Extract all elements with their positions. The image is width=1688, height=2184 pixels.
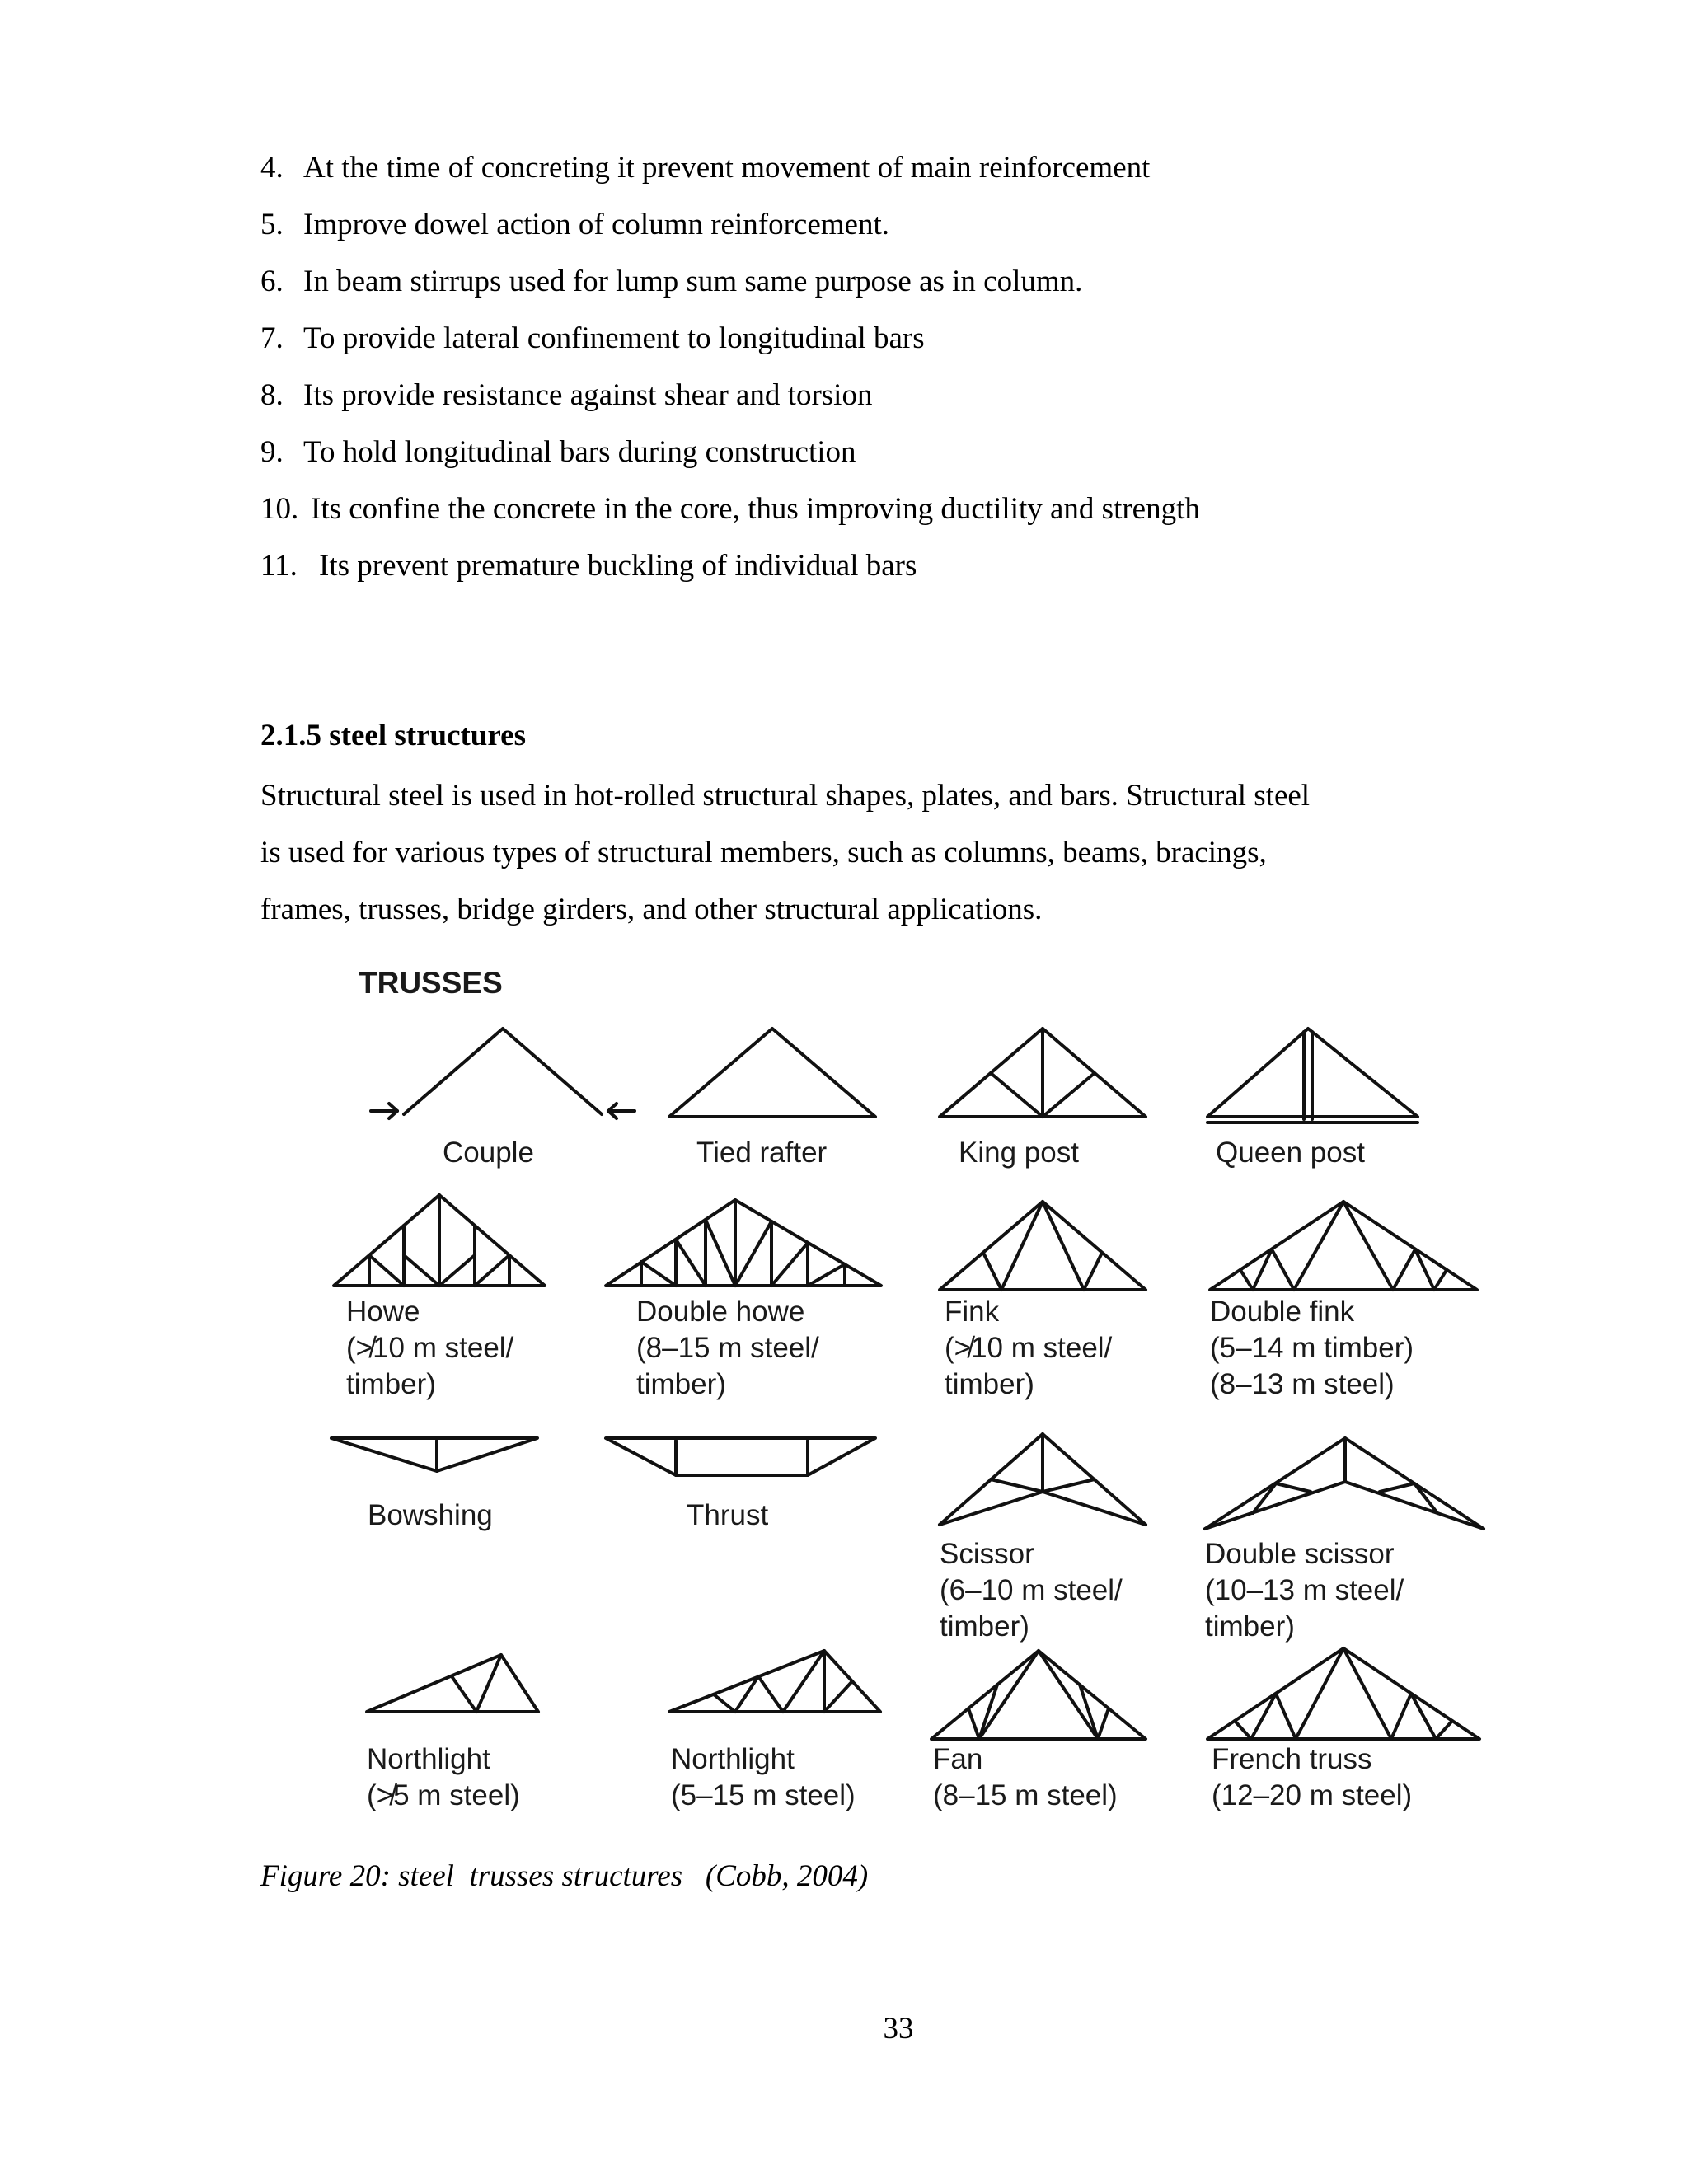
scissor-truss-icon (940, 1434, 1146, 1525)
queen-post-truss-icon (1207, 1029, 1418, 1122)
list-text: Improve dowel action of column reinforcement. (303, 208, 889, 241)
tied-rafter-truss-icon (669, 1029, 875, 1117)
list-number: 7. (260, 321, 284, 355)
list-item (260, 264, 1082, 300)
double-howe-truss-icon (606, 1200, 881, 1286)
list-item (260, 491, 1200, 527)
page-number: 33 (883, 2012, 914, 2046)
fink-label: Fink (945, 1296, 1000, 1328)
list-number: 11. (260, 549, 298, 583)
howe-label: Howe (346, 1296, 420, 1328)
northlight-small-span: (≯5 m steel) (367, 1779, 520, 1811)
northlight-large-span: (5–15 m steel) (671, 1779, 856, 1811)
double-howe-material: timber) (636, 1368, 726, 1400)
double-scissor-truss-icon (1205, 1438, 1484, 1529)
northlight-large-truss-icon (669, 1651, 880, 1712)
list-number: 5. (260, 208, 284, 241)
list-text: Its provide resistance against shear and torsion (303, 378, 873, 412)
howe-truss-icon (334, 1195, 545, 1286)
list-number: 8. (260, 378, 284, 412)
paragraph-line: is used for various types of structural members, such as columns, beams, bracings, (260, 836, 1267, 869)
french-truss-label: French truss (1212, 1743, 1372, 1775)
scissor-span: (6–10 m steel/ (940, 1574, 1123, 1606)
section-heading: 2.1.5 steel structures (260, 719, 526, 752)
bowshing-truss-icon (331, 1438, 537, 1471)
bowshing-label: Bowshing (368, 1499, 493, 1531)
paragraph-line: Structural steel is used in hot-rolled structural shapes, plates, and bars. Structural steel (260, 779, 1311, 813)
howe-material: timber) (346, 1368, 436, 1400)
queen-post-label: Queen post (1216, 1137, 1365, 1169)
list-number: 9. (260, 435, 284, 469)
list-item (260, 434, 856, 471)
double-fink-timber-span: (5–14 m timber) (1210, 1332, 1414, 1364)
trusses-diagram (313, 948, 1500, 1838)
paragraph-line: frames, trusses, bridge girders, and other structural applications. (260, 893, 1043, 926)
list-item (260, 377, 872, 414)
northlight-small-label: Northlight (367, 1743, 490, 1775)
king-post-label: King post (959, 1137, 1079, 1169)
howe-span: (≯10 m steel/ (346, 1332, 514, 1364)
french-truss-span: (12–20 m steel) (1212, 1779, 1413, 1811)
list-number: 4. (260, 151, 284, 185)
king-post-truss-icon (940, 1029, 1146, 1117)
double-howe-label: Double howe (636, 1296, 805, 1328)
double-scissor-label: Double scissor (1205, 1538, 1395, 1570)
french-truss-icon (1207, 1648, 1479, 1739)
trusses-figure (313, 948, 1500, 1838)
list-item (260, 548, 917, 584)
list-number: 10. (260, 492, 299, 526)
double-scissor-material: timber) (1205, 1610, 1295, 1643)
figure-caption: Figure 20: steel trusses structures (Cobb, 2004) (260, 1859, 869, 1893)
couple-label: Couple (443, 1137, 534, 1169)
fink-span: (≯10 m steel/ (945, 1332, 1113, 1364)
double-fink-steel-span: (8–13 m steel) (1210, 1368, 1395, 1400)
list-item (260, 321, 925, 357)
fan-span: (8–15 m steel) (933, 1779, 1118, 1811)
fan-truss-icon (931, 1651, 1146, 1739)
fink-material: timber) (945, 1368, 1034, 1400)
northlight-large-label: Northlight (671, 1743, 795, 1775)
list-text: To provide lateral confinement to longitudinal bars (303, 321, 925, 355)
figure-title: TRUSSES (359, 966, 503, 1000)
fink-truss-icon (940, 1202, 1146, 1290)
list-text: At the time of concreting it prevent movement of main reinforcement (303, 151, 1151, 185)
thrust-label: Thrust (687, 1499, 769, 1531)
thrust-truss-icon (606, 1438, 875, 1475)
list-text: To hold longitudinal bars during construction (303, 435, 856, 469)
list-number: 6. (260, 265, 284, 298)
list-text: In beam stirrups used for lump sum same purpose as in column. (303, 265, 1083, 298)
double-scissor-span: (10–13 m steel/ (1205, 1574, 1404, 1606)
double-fink-truss-icon (1210, 1202, 1477, 1290)
list-item (260, 150, 1150, 186)
scissor-material: timber) (940, 1610, 1029, 1643)
scissor-label: Scissor (940, 1538, 1034, 1570)
list-text: Its prevent premature buckling of individual bars (319, 549, 917, 583)
double-howe-span: (8–15 m steel/ (636, 1332, 819, 1364)
list-text: Its confine the concrete in the core, thus improving ductility and strength (311, 492, 1200, 526)
couple-truss-icon (371, 1029, 635, 1118)
list-item (260, 207, 889, 243)
double-fink-label: Double fink (1210, 1296, 1355, 1328)
northlight-small-truss-icon (367, 1655, 538, 1712)
tied-rafter-label: Tied rafter (696, 1137, 828, 1169)
fan-label: Fan (933, 1743, 983, 1775)
